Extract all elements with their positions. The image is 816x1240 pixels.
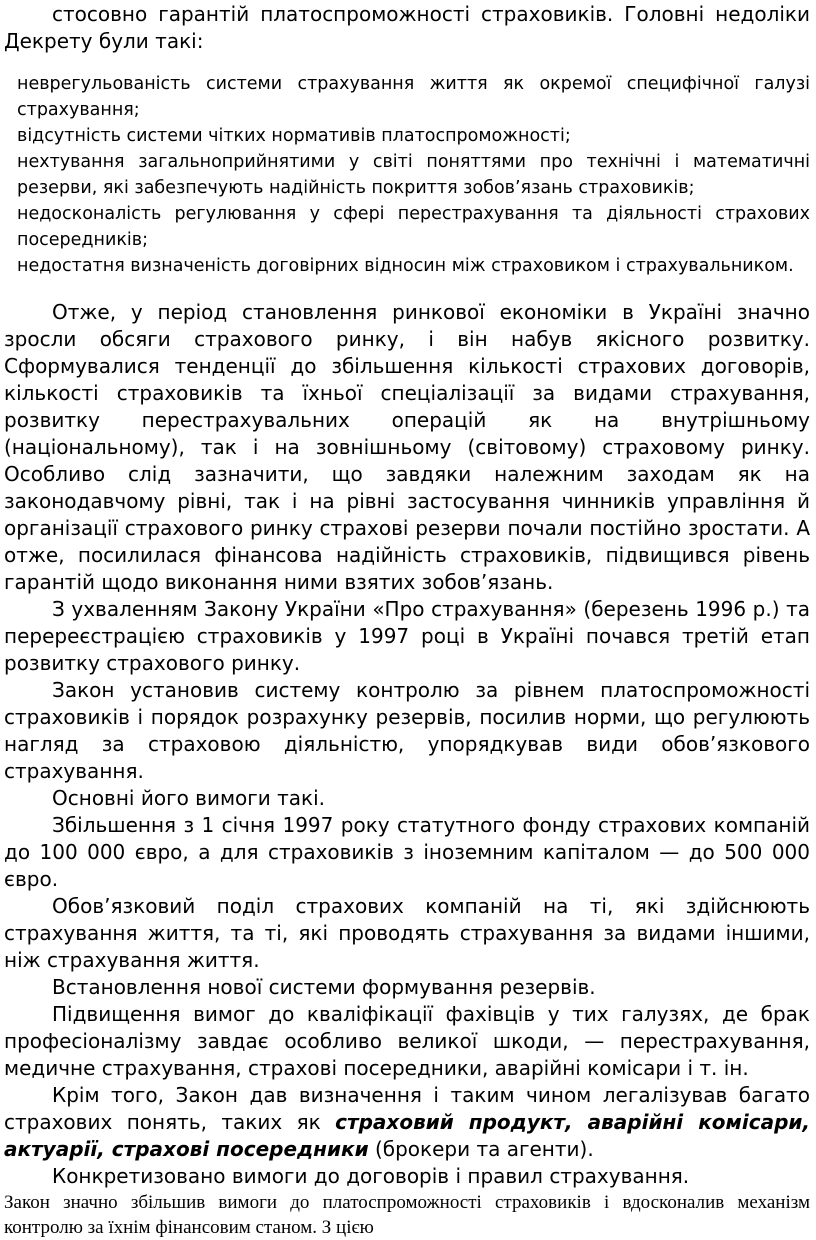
decree-drawbacks-list <box>4 71 810 279</box>
definitions-paragraph <box>4 1082 810 1163</box>
list-item: недостатня визначеність договірних відносин між страховиком і страхувальником. <box>17 256 794 276</box>
market-development-paragraph: Отже, у період становлення ринкової економіки в Україні значно зросли обсяги страхового ринку, і він набув якісного розвитку. Сформувалися тенденції до збільшення кількості страхових договорів, кількості страховиків та їхньої спеціалізації за видами страхування, розвитку перестрахувальних операцій як на внутрішньому (національному), так і на зовнішньому (світовому) страховому ринку. Особливо слід зазначити, що завдяки належним заходам як на законодавчому рівні, так і на рівні застосування чинників управління й організації страхового ринку страхові резерви почали постійно зростати. А отже, посилилася фінансова надійність страховиків, підвищився рівень гарантій щодо виконання ними взятих зобов’язань. <box>4 300 810 594</box>
list-item: нехтування загальноприйнятими у світі поняттями про технічні і математичні резерви, які забезпечують надійність покриття зобов’язань страховиків; <box>17 152 810 198</box>
capital-requirement-paragraph: Збільшення з 1 січня 1997 року статутного фонду страхових компаній до 100 000 євро, а для страховиків з іноземним капіталом — до 500 000 євро. <box>4 813 810 891</box>
definitions-text-after: (брокери та агенти). <box>368 1137 594 1161</box>
control-system-paragraph: Закон установив систему контролю за рівнем платоспроможності страховиків і порядок розрахунку резервів, посилив норми, що регулюють нагляд за страховою діяльністю, упорядкував види обов’язкового страхування. <box>4 678 810 783</box>
intro-paragraph: стосовно гарантій платоспроможності страховиків. Головні недоліки Декрету були такі: <box>4 2 810 53</box>
law-adoption-paragraph: З ухваленням Закону України «Про страхування» (березень 1996 р.) та перереєстрацією страховиків у 1997 році в Україні почався третій етап розвитку страхового ринку. <box>4 597 810 675</box>
qualification-paragraph: Підвищення вимог до кваліфікації фахівців у тих галузях, де брак професіоналізму завдає особливо великої шкоди, — перестрахування, медичне страхування, страхові посередники, аварійні комісари і т. ін. <box>4 1002 810 1080</box>
reserves-paragraph: Встановлення нової системи формування резервів. <box>52 975 596 999</box>
contracts-paragraph: Конкретизовано вимоги до договорів і правил страхування. <box>52 1164 690 1188</box>
defined-terms: страховий продукт, аварійні комісари, актуарії, страхові посередники <box>4 1110 810 1161</box>
definitions-text-before: Крім того, Закон дав визначення і таким чином легалізував багато страхових понять, таких як <box>4 1083 810 1134</box>
list-item: відсутність системи чітких нормативів платоспроможності; <box>17 126 571 146</box>
footer-paragraph: Закон значно збільшив вимоги до платоспроможності страховиків і вдосконалив механізм контролю за їхнім фінансовим станом. З цією <box>4 1192 810 1238</box>
company-division-paragraph: Обов’язковий поділ страхових компаній на ті, які здійснюють страхування життя, та ті, які проводять страхування за видами іншими, ніж страхування життя. <box>4 894 810 972</box>
list-item: неврегульованість системи страхування життя як окремої специфічної галузі страхування; <box>17 74 810 120</box>
list-item: недосконалість регулювання у сфері перестрахування та діяльності страхових посередників; <box>17 204 810 250</box>
requirements-heading-paragraph: Основні його вимоги такі. <box>52 786 326 810</box>
